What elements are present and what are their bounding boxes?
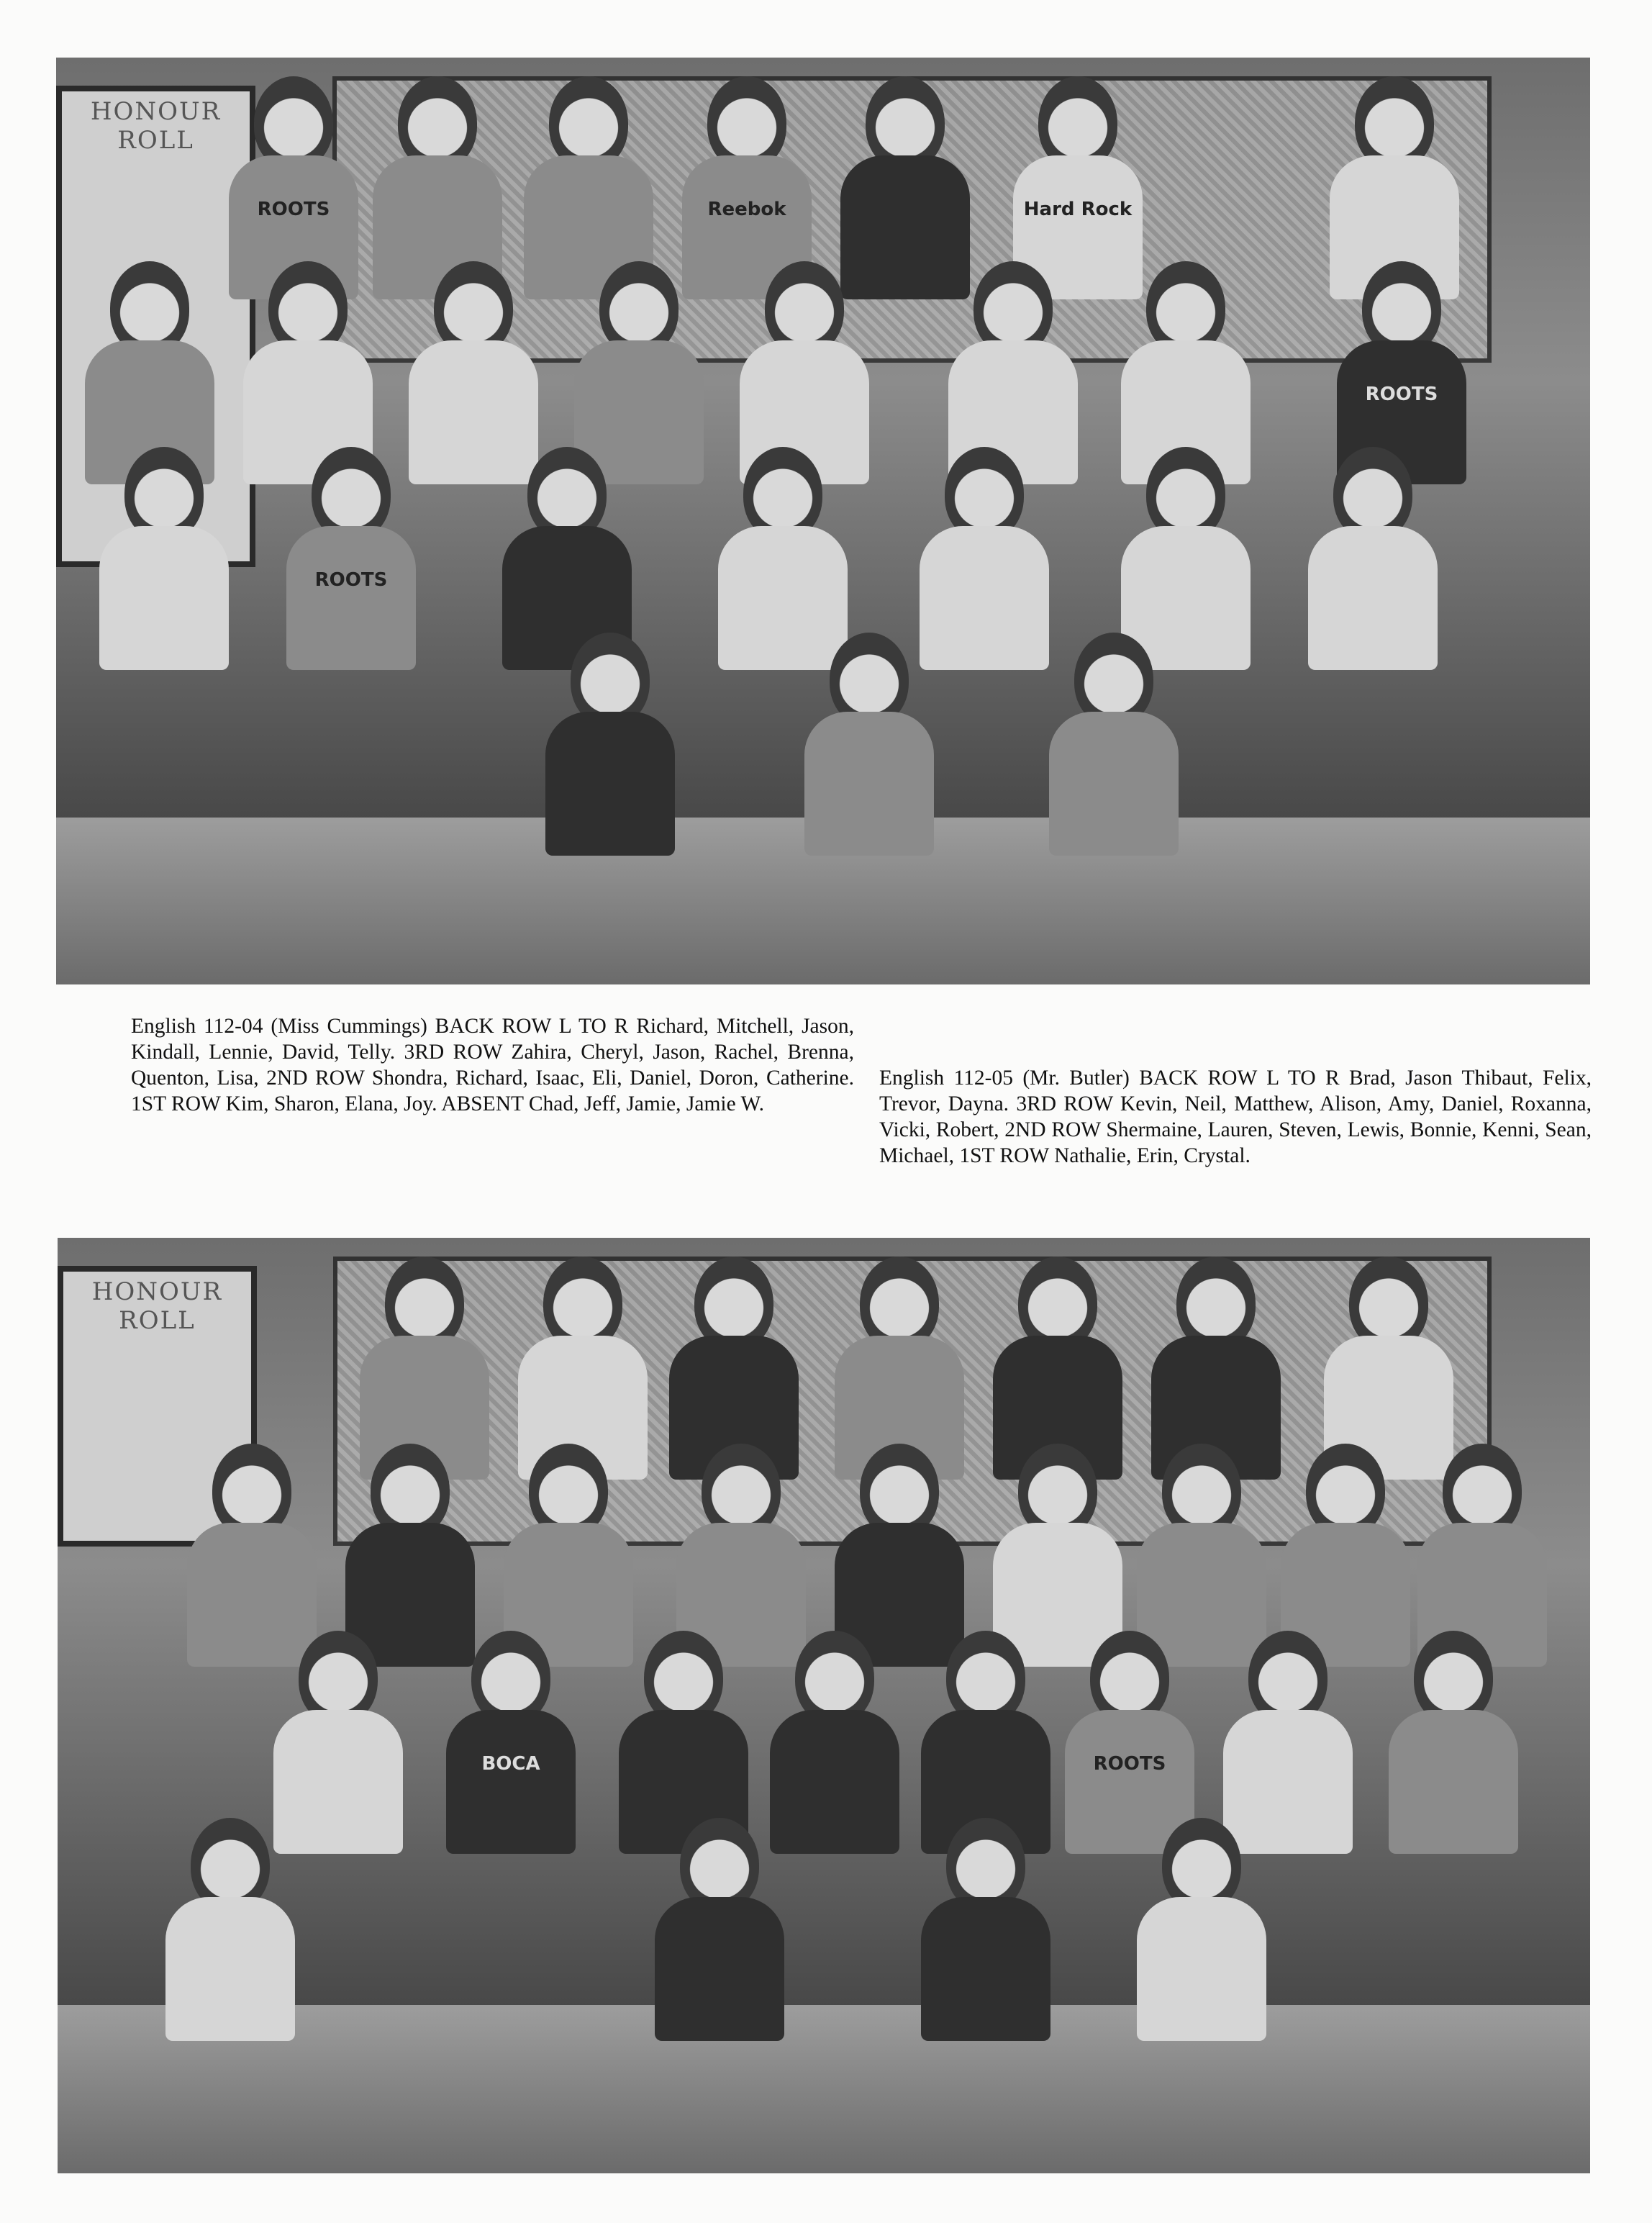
- student: [804, 633, 934, 864]
- caption-english-112-05: English 112-05 (Mr. Butler) BACK ROW L TO R Brad, Jason Thibaut, Felix, Trevor, Dayna. 3RD ROW Kevin, Neil, Matthew, Alison, Amy, Daniel, Roxanna, Vicki, Robert, 2ND ROW Shermaine, Lauren, Steven, Lewis, Bonnie, Kenni, Sean, Michael, 1ST ROW Nathalie, Erin, Crystal.: [879, 1067, 1592, 1167]
- shirt-print: ROOTS: [257, 198, 330, 220]
- class-photo-english-112-05: [58, 1238, 1590, 2173]
- shirt-print: ROOTS: [314, 569, 388, 591]
- class-photo-english-112-04: [56, 58, 1590, 984]
- student: [545, 633, 675, 864]
- shirt-print: Hard Rock: [1023, 198, 1133, 220]
- teacher: [165, 1818, 295, 2052]
- shirt-print: ROOTS: [1093, 1753, 1166, 1775]
- shirt-print: Reebok: [707, 198, 786, 220]
- front-row: [58, 1818, 1590, 2052]
- student: [1137, 1818, 1266, 2052]
- shirt-print: ROOTS: [1365, 384, 1438, 406]
- front-row: [56, 633, 1590, 864]
- student: [1049, 633, 1179, 864]
- honour-roll-sign: HONOUR ROLL: [90, 96, 222, 155]
- honour-roll-sign: HONOUR ROLL: [91, 1277, 223, 1335]
- caption-english-112-04: English 112-04 (Miss Cummings) BACK ROW L TO R Richard, Mitchell, Jason, Kindall, Lennie, David, Telly. 3RD ROW Zahira, Cheryl, Jason, Rachel, Brenna, Quenton, Lisa, 2ND ROW Shondra, Richard, Isaac, Eli, Daniel, Doron, Catherine. 1ST ROW Kim, Sharon, Elana, Joy. ABSENT Chad, Jeff, Jamie, Jamie W.: [131, 1015, 854, 1115]
- shirt-print: BOCA: [481, 1753, 540, 1775]
- student: [655, 1818, 784, 2052]
- student: [921, 1818, 1050, 2052]
